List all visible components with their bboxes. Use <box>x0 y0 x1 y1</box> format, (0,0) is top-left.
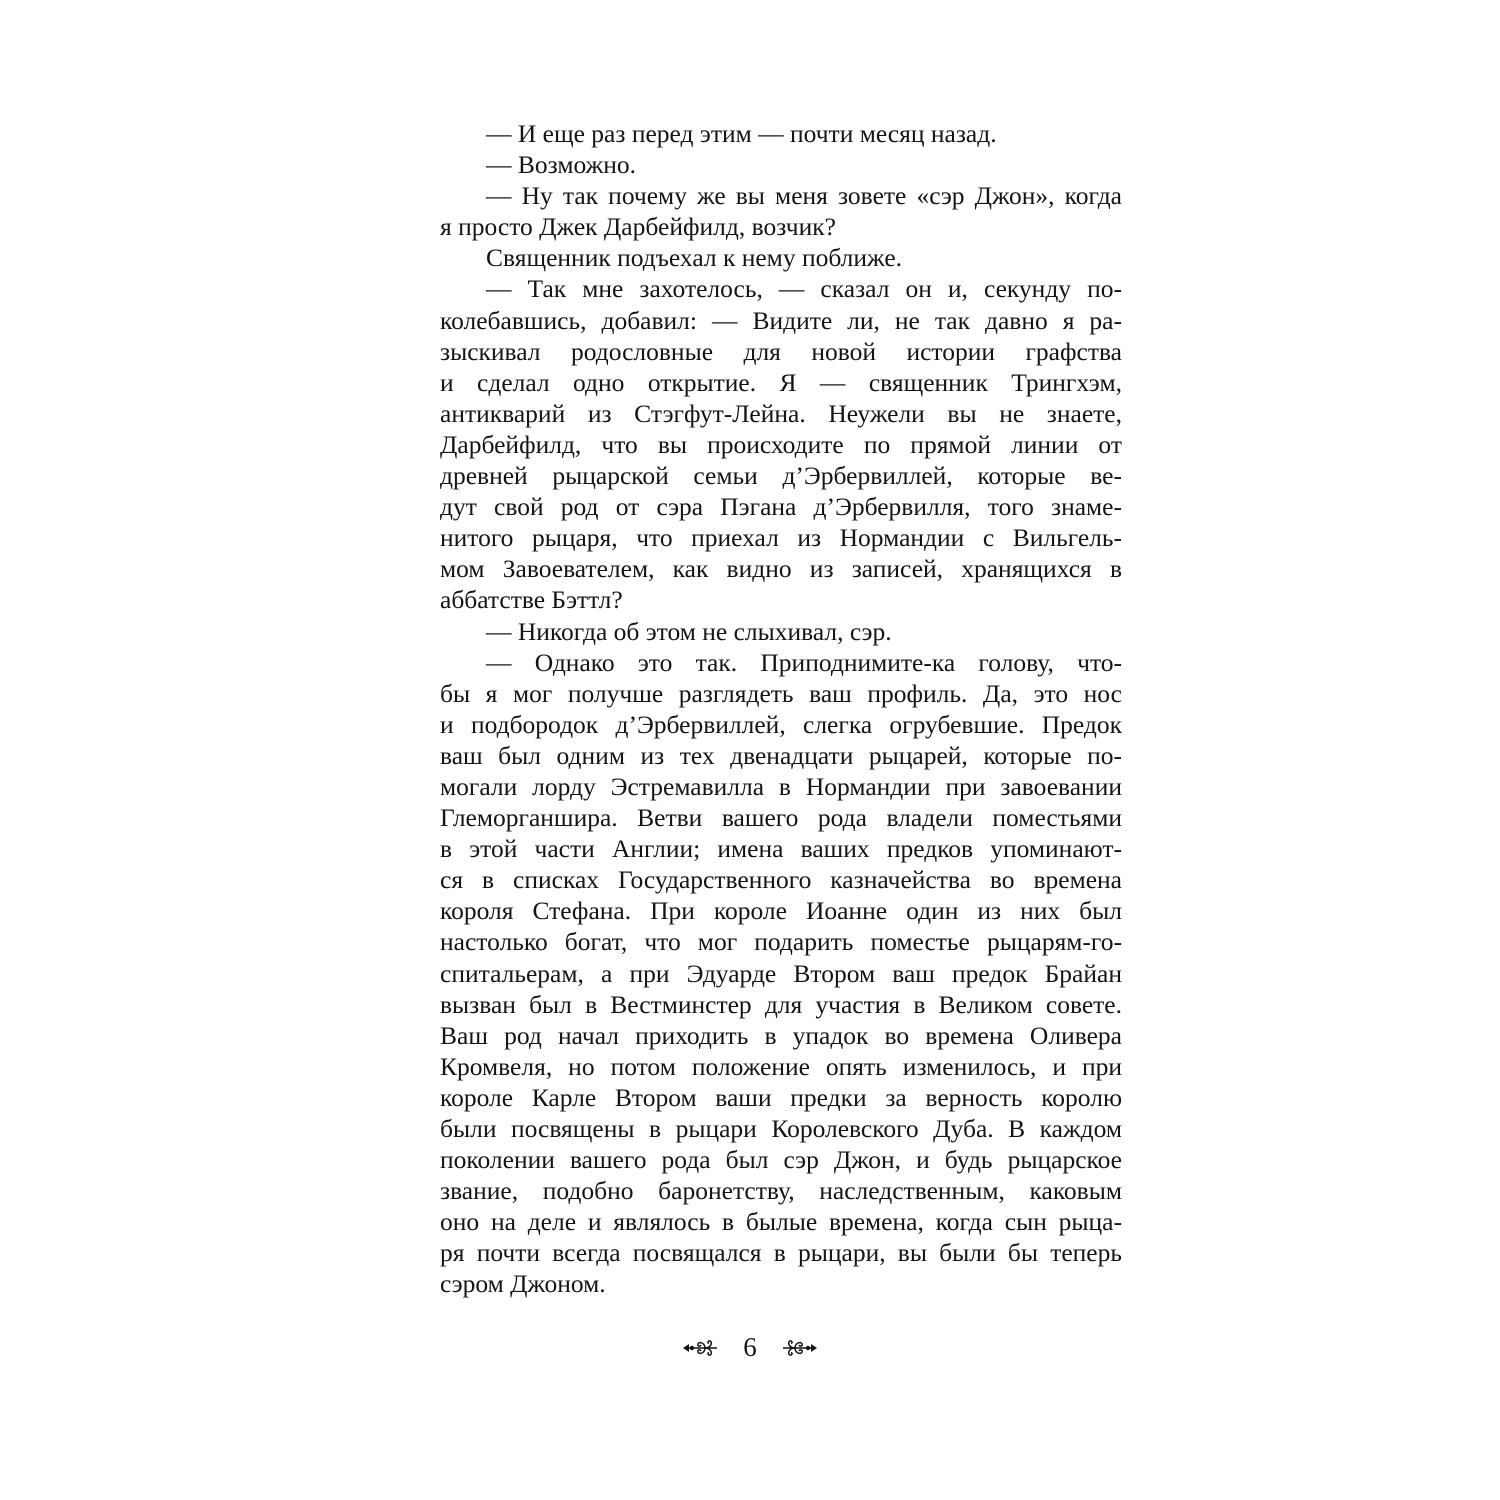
page-body <box>440 118 1122 1300</box>
text-line: и сделал одно открытие. Я — священник Трингхэм, <box>440 367 1122 397</box>
text-line: звание, подобно баронетству, наследственным, каковым <box>440 1176 1122 1206</box>
text-line: и подбородок д’Эрбервиллей, слегка огрубевшие. Предок <box>440 709 1122 739</box>
text-line: Кромвеля, но потом положение опять изменилось, и при <box>440 1051 1122 1081</box>
text-line: ря почти всегда посвящался в рыцари, вы были бы теперь <box>440 1238 1122 1268</box>
text-line: ся в списках Государственного казначейства во времена <box>440 865 1122 895</box>
text-line: аббатстве Бэттл? <box>440 585 623 615</box>
text-line: — Возможно. <box>486 150 636 180</box>
text-line: дут свой род от сэра Пэгана д’Эрбервилля, того знаме- <box>440 492 1122 522</box>
text-line: сэром Джоном. <box>440 1269 606 1299</box>
text-line: короле Карле Втором ваши предки за верность королю <box>440 1082 1122 1112</box>
text-line: — Однако это так. Приподнимите-ка голову, что- <box>486 647 1122 677</box>
right-ornament-icon <box>779 1337 819 1359</box>
text-line: нитого рыцаря, что приехал из Нормандии с Вильгель- <box>440 523 1122 553</box>
text-line: Глеморганшира. Ветви вашего рода владели поместьями <box>440 803 1122 833</box>
text-line: оно на деле и являлось в былые времена, когда сын рыца- <box>440 1207 1122 1237</box>
text-line: зыскивал родословные для новой истории графства <box>440 336 1122 366</box>
text-line: ваш был одним из тех двенадцати рыцарей, которые по- <box>440 740 1122 770</box>
left-ornament-icon <box>681 1337 721 1359</box>
text-line: спитальерам, а при Эдуарде Втором ваш предок Брайан <box>440 958 1122 988</box>
text-line: Дарбейфилд, что вы происходите по прямой линии от <box>440 429 1122 459</box>
text-line: колебавшись, добавил: — Видите ли, не так давно я ра- <box>440 305 1122 335</box>
text-line: — И еще раз перед этим — почти месяц назад. <box>486 119 997 148</box>
text-line: поколении вашего рода был сэр Джон, и будь рыцарское <box>440 1145 1122 1175</box>
text-line: древней рыцарской семьи д’Эрбервиллей, которые ве- <box>440 461 1122 491</box>
text-line: короля Стефана. При короле Иоанне один из них был <box>440 896 1122 926</box>
text-line: я просто Джек Дарбейфилд, возчик? <box>440 212 836 242</box>
text-line: — Ну так почему же вы меня зовете «сэр Джон», когда <box>486 181 1122 211</box>
page-footer <box>0 1332 1500 1363</box>
text-line: Ваш род начал приходить в упадок во времена Оливера <box>440 1020 1122 1050</box>
text-line: бы я мог получше разглядеть ваш профиль. Да, это нос <box>440 678 1122 708</box>
page-number: 6 <box>743 1332 757 1362</box>
text-line: Священник подъехал к нему поближе. <box>486 243 903 273</box>
text-line: вызван был в Вестминстер для участия в Великом совете. <box>440 989 1122 1019</box>
text-line: в этой части Англии; имена ваших предков упоминают- <box>440 834 1122 864</box>
text-line: — Никогда об этом не слыхивал, сэр. <box>486 616 892 646</box>
text-line: могали лорду Эстремавилла в Нормандии при завоевании <box>440 771 1122 801</box>
text-line: мом Завоевателем, как видно из записей, хранящихся в <box>440 554 1122 584</box>
text-line: антикварий из Стэгфут-Лейна. Неужели вы не знаете, <box>440 398 1122 428</box>
text-line: настолько богат, что мог подарить поместье рыцарям-го- <box>440 927 1122 957</box>
text-line: — Так мне захотелось, — сказал он и, секунду по- <box>486 274 1122 304</box>
text-line: были посвящены в рыцари Королевского Дуба. В каждом <box>440 1114 1122 1143</box>
